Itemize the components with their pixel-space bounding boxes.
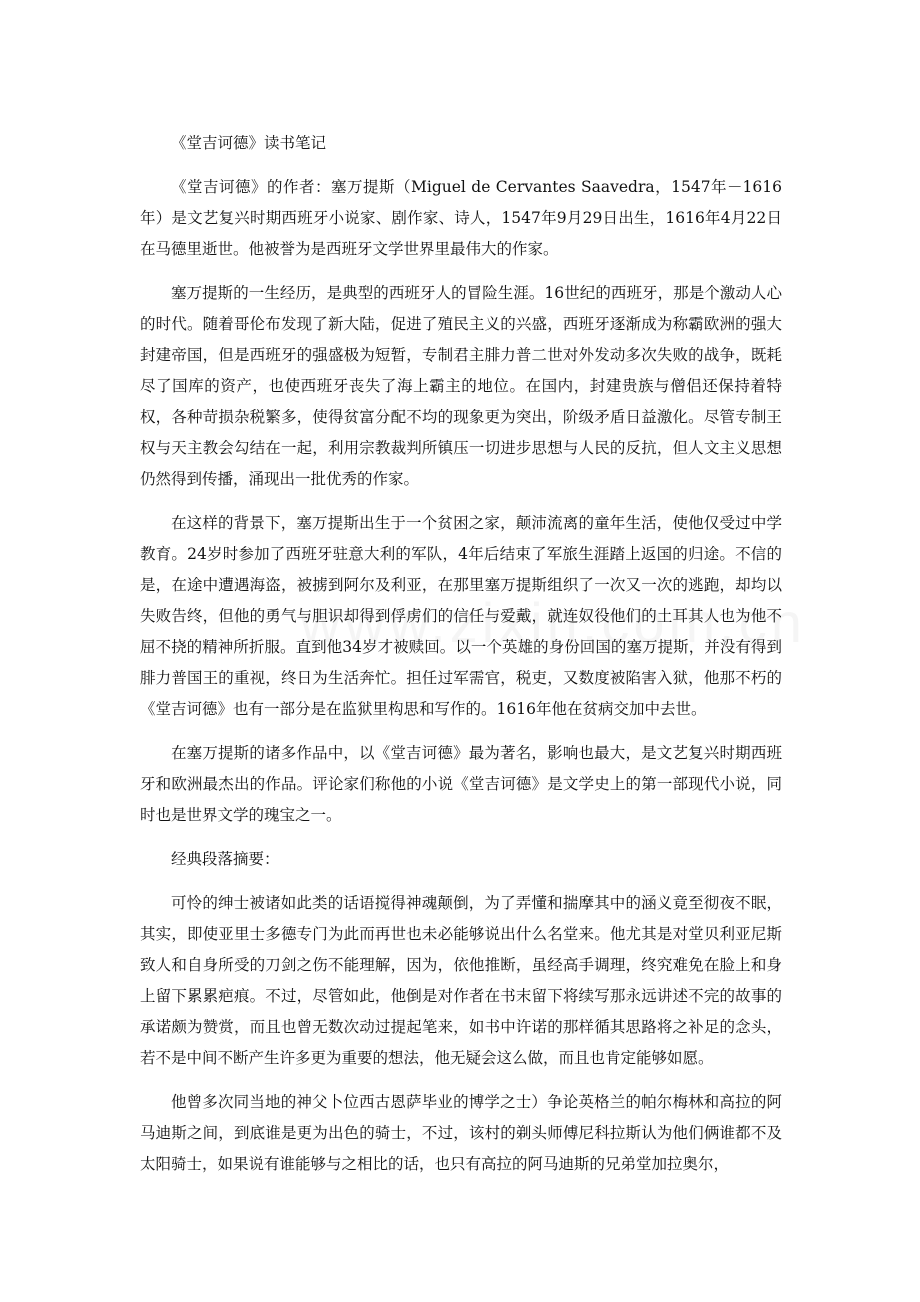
paragraph-works: 在塞万提斯的诸多作品中，以《堂吉诃德》最为著名，影响也最大，是文艺复兴时期西班牙和欧洲最杰出的作品。评论家们称他的小说《堂吉诃德》是文学史上的第一部现代小说，同时也是世界文学的瑰宝之一。 [140,744,782,824]
paragraph-background: 在这样的背景下，塞万提斯出生于一个贫困之家，颠沛流离的童年生活，使他仅受过中学教育。24岁时参加了西班牙驻意大利的军队，4年后结束了军旅生涯踏上返国的归途。不信的是，在途中遭遇海盗，被掳到阿尔及利亚，在那里塞万提斯组织了一次又一次的逃跑，却均以失败告终，但他的勇气与胆识却得到俘虏们的信任与爱戴，就连奴役他们的土耳其人也为他不屈不挠的精神所折服。直到他34岁才被赎回。以一个英雄的身份回国的塞万提斯，并没有得到腓力普国王的重视，终日为生活奔忙。担任过军需官，税吏，又数度被陷害入狱，他那不朽的《堂吉诃德》也有一部分是在监狱里构思和写作的。1616年他在贫病交加中去世。 [140,514,782,718]
paragraph-life: 塞万提斯的一生经历，是典型的西班牙人的冒险生涯。16世纪的西班牙，那是个激动人心的时代。随着哥伦布发现了新大陆，促进了殖民主义的兴盛，西班牙逐渐成为称霸欧洲的强大封建帝国，但是西班牙的强盛极为短暂，专制君主腓力普二世对外发动多次失败的战争，既耗尽了国库的资产，也使西班牙丧失了海上霸主的地位。在国内，封建贵族与僧侣还保持着特权，各种苛损杂税繁多，使得贫富分配不均的现象更为突出，阶级矛盾日益激化。尽管专制王权与天主教会勾结在一起，利用宗教裁判所镇压一切进步思想与人民的反抗，但人文主义思想仍然得到传播，涌现出一批优秀的作家。 [140,284,782,488]
paragraph-excerpt-2: 他曾多次同当地的神父卜位西古恩萨毕业的博学之士）争论英格兰的帕尔梅林和高拉的阿马迪斯之间，到底谁是更为出色的骑士，不过，该村的剃头师傅尼科拉斯认为他们俩谁都不及太阳骑士，如果说有谁能够与之相比的话，也只有高拉的阿马迪斯的兄弟堂加拉奥尔， [140,1093,782,1173]
paragraph-excerpt-1: 可怜的绅士被诸如此类的话语搅得神魂颠倒，为了弄懂和揣摩其中的涵义竟至彻夜不眠，其实，即使亚里士多德专门为此而再世也未必能够说出什么名堂来。他尤其是对堂贝利亚尼斯致人和自身所受的刀剑之伤不能理解，因为，依他推断，虽经高手调理，终究难免在脸上和身上留下累累疤痕。不过，尽管如此，他倒是对作者在书末留下将续写那永远讲述不完的故事的承诺颇为赞赏，而且也曾无数次动过提起笔来，如书中许诺的那样循其思路将之补足的念头，若不是中间不断产生许多更为重要的想法，他无疑会这么做，而且也肯定能够如愿。 [140,894,782,1067]
document-body [140,128,782,1193]
paragraph-excerpt-heading: 经典段落摘要： [171,850,280,868]
document-title: 《堂吉诃德》读书笔记 [171,134,327,152]
paragraph-author-intro: 《堂吉诃德》的作者：塞万提斯（Miguel de Cervantes Saavedra，1547年－1616年）是文艺复兴时期西班牙小说家、剧作家、诗人，1547年9月29日出生，1616年4月22日在马德里逝世。他被誉为是西班牙文学世界里最伟大的作家。 [140,178,782,258]
